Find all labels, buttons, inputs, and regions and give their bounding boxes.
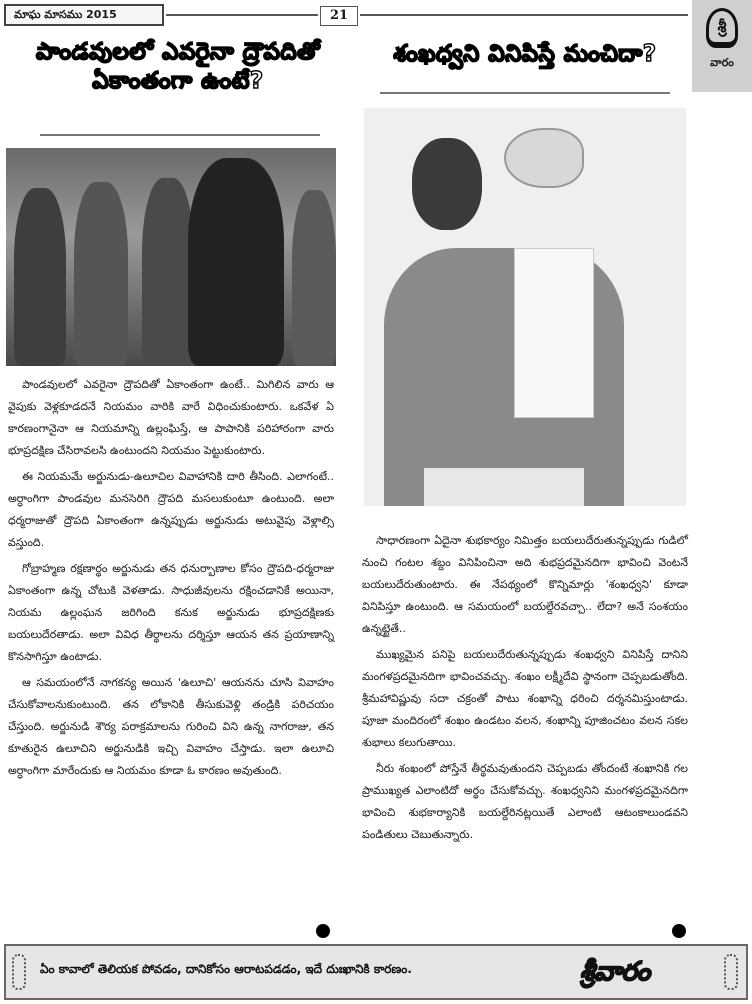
left-paragraph: గోబ్రాహ్మణ రక్షణార్థం అర్జునుడు తన ధనుర్బాణాల కోసం ద్రౌపది-ధర్మరాజు ఏకాంతంగా ఉన్న చోటుకి వెళతాడు. సాధుజీవులను రక్షించడానికే అయినా, నియమ ఉల్లంఘన జరిగింది కనుక అర్జునుడు భూప్రదక్షిణకు బయలుదేరతాడు. అలా వివిధ తీర్థాలను దర్శిస్తూ ఆయన తన ప్రయాణాన్ని కొనసాగిస్తూ ఉంటాడు. — [8, 562, 334, 663]
man-blowing-conch-photo — [364, 108, 686, 506]
left-title-underline — [40, 134, 320, 136]
right-paragraph: నీరు శంఖంలో పోస్తేనే తీర్థమవుతుందని చెప్పబడు తోందంటే శంఖానికి గల ప్రాముఖ్యత ఎలాంటిదో అర్థం చేసుకోవచ్చు. శంఖధ్వనిని మంగళప్రదమైనదిగా భావించి శుభకార్యానికి బయల్దేరినట్లయితే ఎలాంటి ఆటంకాలుండవని పండితులు చెబుతున్నారు. — [362, 762, 688, 841]
right-article-end-mark — [672, 924, 686, 938]
footer-banner — [4, 944, 748, 1000]
towel-on-shoulder — [514, 248, 594, 418]
right-article-body — [362, 530, 688, 850]
left-article-title: పాండవులలో ఎవరైనా ద్రౌపదితో ఏకాంతంగా ఉంటే? — [35, 39, 321, 94]
dhoti — [424, 468, 584, 506]
magazine-logo-icon: శ్రీ — [706, 8, 738, 48]
issue-label: మాఘ మాసము 2015 — [4, 4, 164, 26]
page-number: 21 — [320, 6, 358, 26]
right-paragraph: సాధారణంగా ఏదైనా శుభకార్యం నిమిత్తం బయలుదేరుతున్నప్పుడు గుడిలో నుంచి గంటల శబ్దం వినిపించినా అది శుభప్రదమైనదిగా భావించి వెంటనే బయలుదేరుతుంటారు. ఈ నేపథ్యంలో కొన్నిమార్లు 'శంఖధ్వని' కూడా వినిపిస్తూ ఉంటుంది. ఆ సమయంలో బయల్దేరవచ్చా.. లేదా? అనే సంశయం ఉన్నట్టైతే.. — [362, 534, 688, 635]
conch-icon — [504, 128, 584, 188]
left-paragraph: ఆ సమయంలోనే నాగకన్య అయిన 'ఉలూచి' ఆయనను చూసి వివాహం చేసుకోవాలనుకుంటుంది. తన లోకానికి తీసుకువెళ్లి తండ్రికి పరిచయం చేస్తుంది. అర్జునుడి శౌర్య పరాక్రమాలను గురించి విని ఉన్న నాగరాజు, తన కూతురైన ఉలూచిని అర్జునుడికి ఇచ్చి వివాహం చేస్తాడు. ఇలా ఉలూచి అర్ధాంగిగా మారేందుకు ఆ నియమం కూడా ఓ కారణం అవుతుంది. — [8, 676, 334, 777]
draupadi-figure — [188, 158, 284, 366]
left-paragraph: పాండవులలో ఎవరైనా ద్రౌపదితో ఏకాంతంగా ఉంటే.. మిగిలిన వారు ఆ వైపుకు వెళ్లకూడదనే నియమం వారికి వారే విధించుకుంటారు. ఒకవేళ ఏ కారణంగానైనా ఆ నియమాన్ని ఉల్లంఘిస్తే, ఆ పాపానికి పరిహారంగా వారు భూప్రదక్షిణ చేసిరావలసి ఉంటుందని నియమం పెట్టుకుంటారు. — [8, 378, 334, 457]
pandava-figure — [142, 178, 194, 366]
magazine-side-tab — [692, 0, 752, 92]
right-title-underline — [380, 92, 670, 94]
man-head — [412, 138, 482, 230]
ornament-icon — [12, 954, 26, 990]
header-rule-right — [360, 14, 688, 16]
footer-logo: శ్రీవారం — [579, 957, 651, 987]
pandava-figure — [74, 182, 128, 366]
left-article-body — [8, 374, 334, 786]
ornament-icon — [724, 954, 738, 990]
left-paragraph: ఈ నియమమే అర్జునుడు-ఉలూచిల వివాహానికి దారి తీసింది. ఎలాగంటే.. అర్ధాంగిగా పాండవుల మనసెరిగి ద్రౌపది మసలుకుంటూ ఉంటుంది. అలా ధర్మరాజుతో ద్రౌపది ఏకాంతంగా ఉన్నప్పుడు అర్జునుడు అటువైపు వెళ్లాల్సి వస్తుంది. — [8, 470, 334, 549]
pandava-figure — [14, 188, 66, 366]
footer-tagline: ఏం కావాలో తెలియక పోవడం, దానికోసం ఆరాటపడడం, ఇదే దుఃఖానికి కారణం. — [40, 962, 412, 976]
pandava-figure — [292, 190, 336, 366]
magazine-side-label: వారం — [710, 56, 734, 69]
page-header — [4, 4, 688, 28]
right-paragraph: ముఖ్యమైన పనిపై బయలుదేరుతున్నప్పుడు శంఖధ్వని వినిపిస్తే దానిని మంగళప్రదమైనదిగా భావించవచ్చు. శంఖం లక్ష్మీదేవి స్థానంగా చెప్పబడుతోంది. శ్రీమహావిష్ణువు సదా చక్రంతో పాటు శంఖాన్ని ధరించి దర్శనమిస్తుంటాడు. పూజా మందిరంలో శంఖం ఉండటం వలన, శంఖాన్ని పూజించటం వలన సకల శుభాలు కలుగుతాయి. — [362, 648, 688, 749]
left-article-end-mark — [316, 924, 330, 938]
right-article-title: శంఖధ్వని వినిపిస్తే మంచిదా? — [393, 41, 657, 67]
draupadi-pandavas-photo — [6, 148, 336, 366]
header-rule-left — [166, 14, 318, 16]
